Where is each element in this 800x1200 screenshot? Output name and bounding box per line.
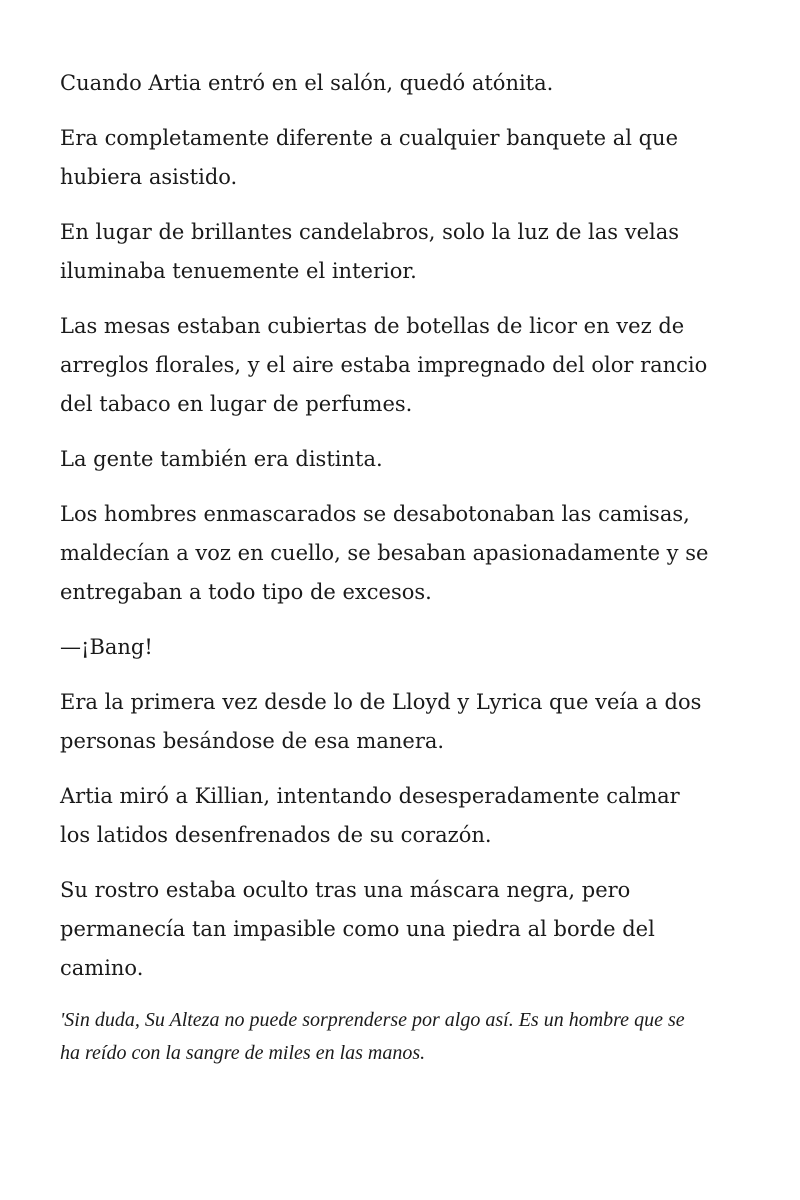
- paragraph: Cuando Artia entró en el salón, quedó atónita.: [60, 71, 554, 95]
- paragraph: Las mesas estaban cubiertas de botellas de licor en vez de arreglos florales, y el aire estaba impregnado del olor rancio del tabaco en lugar de perfumes.: [60, 314, 708, 416]
- document-body: [60, 64, 750, 1070]
- paragraph: Su rostro estaba oculto tras una máscara negra, pero permanecía tan impasible como una piedra al borde del camino.: [60, 878, 655, 980]
- paragraph: —¡Bang!: [60, 635, 153, 659]
- paragraph: La gente también era distinta.: [60, 447, 383, 471]
- inner-thought: 'Sin duda, Su Alteza no puede sorprenderse por algo así. Es un hombre que se ha reído con la sangre de miles en las manos.: [60, 1009, 685, 1064]
- paragraph: Artia miró a Killian, intentando desesperadamente calmar los latidos desenfrenados de su corazón.: [60, 784, 680, 847]
- paragraph: En lugar de brillantes candelabros, solo la luz de las velas iluminaba tenuemente el interior.: [60, 220, 680, 283]
- paragraph: Los hombres enmascarados se desabotonaban las camisas, maldecían a voz en cuello, se besaban apasionadamente y se entregaban a todo tipo de excesos.: [60, 502, 709, 604]
- paragraph: Era completamente diferente a cualquier banquete al que hubiera asistido.: [60, 126, 679, 189]
- paragraph: Era la primera vez desde lo de Lloyd y Lyrica que veía a dos personas besándose de esa manera.: [60, 690, 702, 753]
